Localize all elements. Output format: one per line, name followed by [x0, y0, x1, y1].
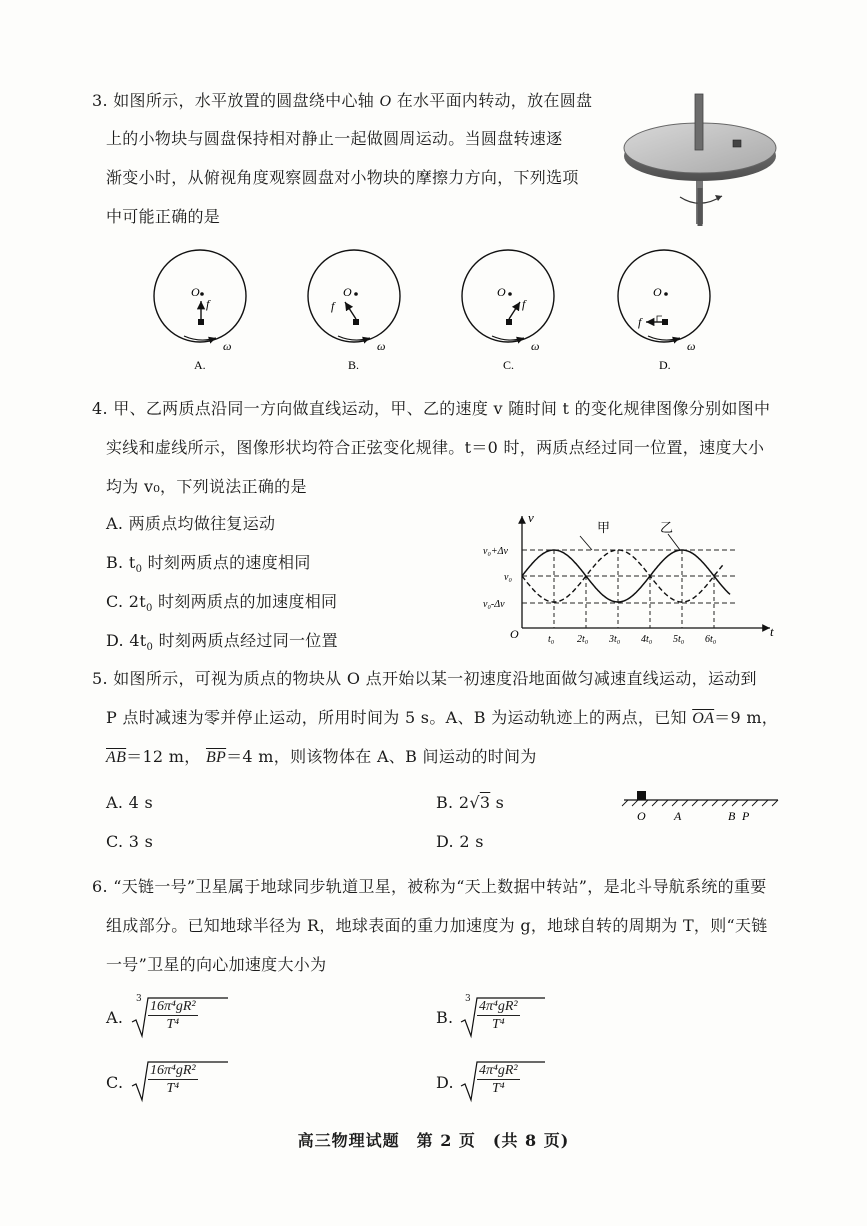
q5-option-c: C. 3 s: [106, 832, 154, 851]
track-label-a: A: [674, 809, 682, 823]
option-d-diagram: [618, 250, 710, 342]
q3d-o-label: O: [653, 285, 662, 299]
q5-text-line3: $\overline{AB}=12$ m， $\overline{BP}=4$ m，则该物体在 A、B 间运动的时间为: [106, 747, 537, 766]
q3-text-line1: 3. 如图所示，水平放置的圆盘绕中心轴 O 在水平面内转动，放在圆盘: [92, 91, 593, 110]
v-axis-label: v: [528, 510, 534, 525]
q4-option-d: D. $4t_0$ 时刻两质点经过同一位置: [106, 631, 338, 654]
option-b-diagram: [308, 250, 400, 342]
q5-track-diagram: [618, 786, 783, 826]
q4-text-line3: 均为 v₀，下列说法正确的是: [106, 477, 307, 496]
rotating-disk-illustration: [618, 92, 783, 232]
q3-text-line2: 上的小物块与圆盘保持相对静止一起做圆周运动。当圆盘转速逐: [106, 129, 563, 148]
q3c-o-label: O: [497, 285, 506, 299]
jia-label: 甲: [597, 520, 611, 535]
q5-option-a: A. 4 s: [106, 793, 154, 812]
q4-option-a: A. 两质点均做往复运动: [106, 514, 276, 533]
q4-text-line1: 4. 甲、乙两质点沿同一方向做直线运动，甲、乙的速度 v 随时间 t 的变化规律图像分别如图中: [92, 399, 771, 418]
q6-option-a-fraction: $\frac{\text{16π⁴gR²}}{\text{T⁴}}$: [150, 999, 196, 1032]
q3b-omega-label: ω: [377, 339, 386, 353]
q6-option-a-index: 3: [136, 994, 143, 1004]
q5-text-line2: P 点时减速为零并停止运动，所用时间为 5 s。A、B 为运动轨迹上的两点，已知 $\overline{OA}=9$ m，: [106, 708, 779, 727]
q3-text-line3: 渐变小时，从俯视角度观察圆盘对小物块的摩擦力方向，下列选项: [106, 168, 579, 187]
track-label-b: B: [728, 809, 736, 823]
q5-text-line1: 5. 如图所示，可视为质点的物块从 O 点开始以某一初速度沿地面做匀减速直线运动，运动到: [92, 669, 757, 688]
q3-label-a: A.: [194, 358, 206, 372]
q3-options-figure: [150, 248, 790, 376]
track-label-o: O: [637, 809, 646, 823]
q3b-f-label: f: [331, 299, 335, 313]
q4-option-b: B. $t_0$ 时刻两质点的速度相同: [106, 553, 311, 576]
x-tick-1: t₀: [548, 634, 555, 645]
q3d-f-label: f: [638, 315, 642, 329]
y-label-mid: v₀: [504, 572, 512, 583]
q4-vt-graph: [480, 508, 780, 653]
q6-option-c-fraction: $\frac{\text{16π⁴gR²}}{\text{T⁴}}$: [150, 1063, 196, 1096]
option-a-diagram: [154, 250, 246, 342]
q3-label-d: D.: [659, 358, 671, 372]
page-footer: 高三物理试题 第 2 页 (共 8 页): [297, 1131, 570, 1150]
q6-option-b-label: B.: [436, 1008, 454, 1027]
q5-option-b: B. 2√3 s: [436, 793, 505, 812]
q6-text-line1: 6. “天链一号”卫星属于地球同步轨道卫星，被称为“天上数据中转站”，是北斗导航系统的重要: [92, 877, 767, 896]
q6-option-c-label: C.: [106, 1073, 124, 1092]
q6-option-d-fraction: $\frac{\text{4π⁴gR²}}{\text{T⁴}}$: [479, 1063, 518, 1096]
q3b-o-label: O: [343, 285, 352, 299]
x-tick-2: 2t₀: [577, 634, 589, 645]
q6-option-b-index: 3: [465, 994, 472, 1004]
q6-option-b-fraction: $\frac{\text{4π⁴gR²}}{\text{T⁴}}$: [479, 999, 518, 1032]
q3a-o-label: O: [191, 285, 200, 299]
y-label-bot: v₀-Δv: [483, 599, 505, 610]
q6-text-line2: 组成部分。已知地球半径为 R，地球表面的重力加速度为 g，地球自转的周期为 T，则“天链: [106, 916, 768, 935]
q4-text-line2: 实线和虚线所示，图像形状均符合正弦变化规律。t＝0 时，两质点经过同一位置，速度大小: [106, 438, 765, 457]
y-label-top: v₀+Δv: [483, 546, 508, 557]
q3-label-b: B.: [348, 358, 360, 372]
q3d-omega-label: ω: [687, 339, 696, 353]
q6-text-line3: 一号”卫星的向心加速度大小为: [106, 955, 327, 974]
t-axis-label: t: [770, 624, 774, 639]
q3-text-line4: 中可能正确的是: [106, 207, 221, 226]
track-label-p: P: [742, 809, 750, 823]
q6-option-a-label: A.: [106, 1008, 124, 1027]
q3c-f-label: f: [522, 297, 526, 311]
x-tick-4: 4t₀: [641, 634, 653, 645]
origin-label: O: [510, 627, 519, 641]
x-tick-5: 5t₀: [673, 634, 685, 645]
x-tick-6: 6t₀: [705, 634, 717, 645]
q3c-omega-label: ω: [531, 339, 540, 353]
q4-option-c: C. $2t_0$ 时刻两质点的加速度相同: [106, 592, 338, 615]
yi-label: 乙: [660, 520, 674, 535]
option-c-diagram: [462, 250, 554, 342]
q5-option-d: D. 2 s: [436, 832, 484, 851]
q6-option-d-label: D.: [436, 1073, 454, 1092]
block-icon: [637, 791, 646, 800]
q3a-f-label: f: [206, 297, 210, 311]
q3a-omega-label: ω: [223, 339, 232, 353]
q3-label-c: C.: [503, 358, 515, 372]
x-tick-3: 3t₀: [609, 634, 621, 645]
